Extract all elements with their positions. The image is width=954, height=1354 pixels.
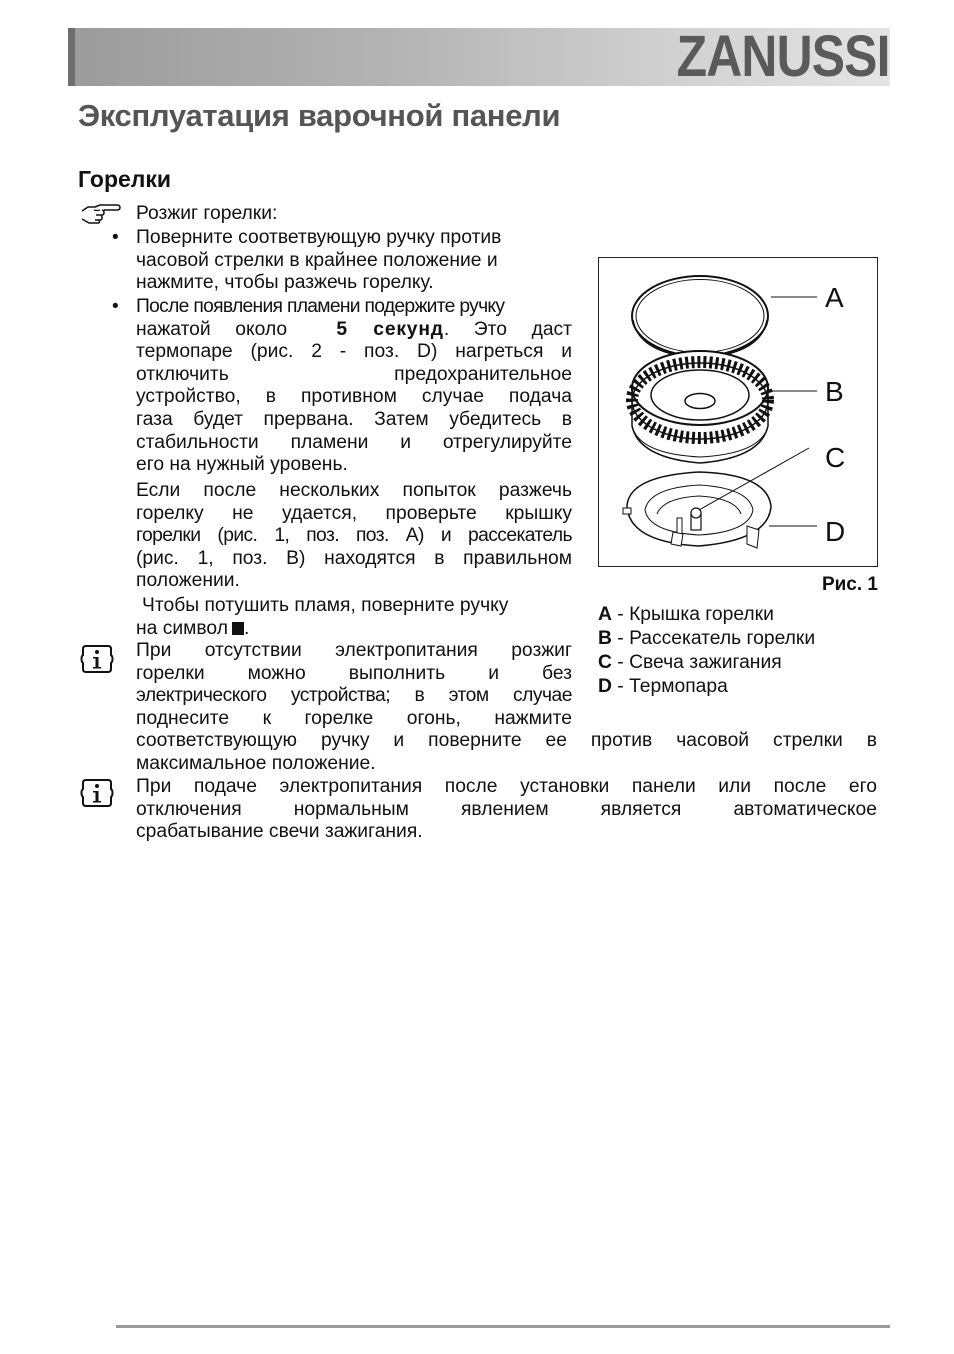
note-1-line: электрического устройства; в этом случае bbox=[136, 685, 572, 707]
ignition-lead: Розжиг горелки: bbox=[136, 203, 278, 224]
bullet-2-line: После появления пламени подержите ручку bbox=[136, 296, 505, 317]
duration-bold: 5 секунд bbox=[336, 318, 444, 340]
legend-text: - Рассекатель горелки bbox=[611, 628, 816, 649]
legend-item bbox=[598, 627, 815, 651]
failure-line: Если после нескольких попыток разжечь bbox=[136, 480, 572, 501]
text-span: . Это даст bbox=[443, 318, 573, 340]
page-title: Эксплуатация варочной панели bbox=[78, 98, 561, 133]
bullet-1-line: часовой стрелки в крайнее положение и bbox=[136, 249, 498, 271]
note-1-line: При отсутствии электропитания розжиг bbox=[136, 640, 572, 661]
burner-figure bbox=[598, 257, 878, 567]
note-2-line: срабатывание свечи зажигания. bbox=[136, 821, 423, 843]
figure-label: A bbox=[825, 282, 844, 313]
failure-line: (рис. 1, поз. B) находятся в правильном bbox=[136, 547, 572, 569]
info-icon bbox=[80, 776, 114, 810]
legend-text: - Термопара bbox=[611, 676, 728, 697]
note-1-line: поднесите к горелке огонь, нажмите bbox=[136, 707, 572, 729]
extinguish-line: Чтобы потушить пламя, поверните ручку bbox=[142, 595, 509, 616]
bullet-2-line: отключить предохранительное bbox=[136, 363, 572, 385]
legend-text: - Свеча зажигания bbox=[611, 652, 782, 673]
legend-item bbox=[598, 651, 782, 675]
bullet-2-line: стабильности пламени и отрегулируйте bbox=[136, 431, 572, 453]
pointing-hand-icon bbox=[80, 202, 122, 224]
section-title: Горелки bbox=[78, 166, 172, 192]
failure-line: горелку не удается, проверьте крышку bbox=[136, 502, 572, 524]
text-span: на символ bbox=[136, 618, 228, 639]
bullet-2-line bbox=[136, 319, 572, 342]
note-1-line: максимальное положение. bbox=[136, 752, 376, 774]
bullet-2 bbox=[136, 296, 572, 477]
figure-label: B bbox=[825, 376, 844, 407]
legend-item bbox=[598, 603, 774, 627]
note-2 bbox=[136, 776, 877, 844]
legend-key: B bbox=[598, 628, 612, 649]
bullet-dot: • bbox=[112, 227, 119, 248]
extinguish-line: на символ . bbox=[136, 618, 250, 639]
failure-line: горелки (рис. 1, поз. поз. A) и рассекатель bbox=[136, 525, 572, 547]
brand-logo: ZANUSSI bbox=[677, 24, 890, 89]
note-1-continued bbox=[136, 730, 877, 775]
off-symbol-icon bbox=[232, 622, 244, 635]
header-accent bbox=[68, 28, 75, 86]
legend-key: D bbox=[598, 676, 612, 697]
burner-diagram bbox=[599, 258, 876, 565]
bullet-dot: • bbox=[112, 296, 119, 317]
note-2-line: отключения нормальным явлением является автоматическое bbox=[136, 798, 877, 820]
bullet-1-line: нажмите, чтобы разжечь горелку. bbox=[136, 272, 434, 294]
bullet-1-line: Поверните соответвующую ручку против bbox=[136, 227, 502, 248]
bullet-2-line: газа будет прервана. Затем убедитесь в bbox=[136, 408, 572, 430]
flame-spreader bbox=[632, 351, 768, 463]
figure-label: C bbox=[825, 442, 846, 473]
legend-item bbox=[598, 675, 728, 699]
figure-caption: Рис. 1 bbox=[821, 574, 878, 595]
bullet-2-line: его на нужный уровень. bbox=[136, 454, 348, 476]
burner-base bbox=[623, 472, 771, 548]
burner-cap bbox=[632, 276, 768, 356]
note-1-line: горелки можно выполнить и без bbox=[136, 662, 572, 684]
info-icon bbox=[80, 642, 114, 676]
failure-paragraph bbox=[136, 480, 572, 593]
bullet-2-line: устройство, в противном случае подача bbox=[136, 386, 572, 408]
text-span: нажатой около bbox=[136, 318, 288, 340]
bullet-2-line: термопаре (рис. 2 - поз. D) нагреться и bbox=[136, 341, 572, 363]
failure-line: положении. bbox=[136, 570, 240, 592]
legend-key: C bbox=[598, 652, 612, 673]
legend-key: A bbox=[598, 604, 612, 625]
figure-label: D bbox=[825, 516, 846, 547]
note-2-line: При подаче электропитания после установки панели или после его bbox=[136, 776, 877, 797]
bullet-1 bbox=[136, 227, 572, 295]
legend-text: - Крышка горелки bbox=[611, 604, 774, 625]
footer-rule bbox=[116, 1325, 890, 1328]
note-1 bbox=[136, 640, 572, 730]
note-1-line: соответствующую ручку и поверните ее против часовой стрелки в bbox=[136, 730, 877, 751]
